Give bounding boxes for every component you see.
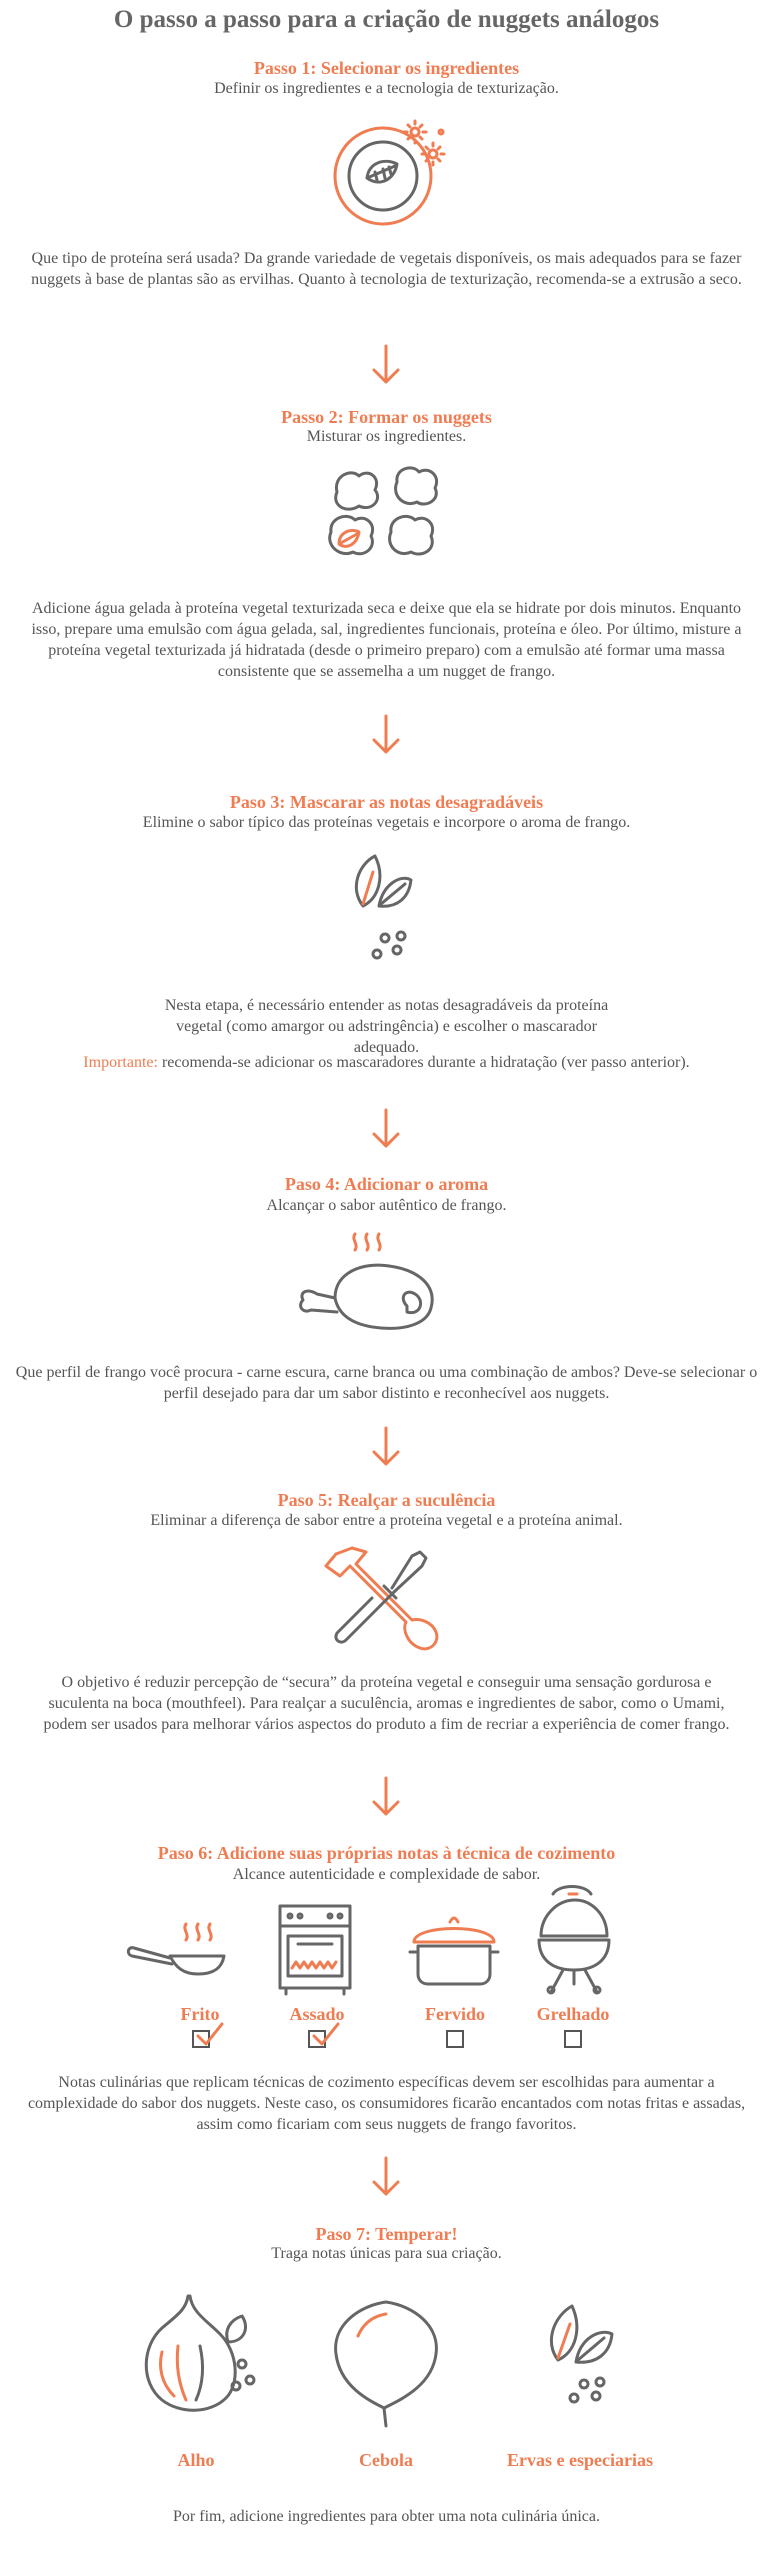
step-3-body: Nesta etapa, é necessário entender as notas desagradáveis da proteína vegetal (como amargor ou adstringência) e escolher o mascarador adequado. [164,997,609,1056]
tools-icon [322,1548,442,1658]
step-3-subtitle: Elimine o sabor típico das proteínas vegetais e incorpore o aroma de frango. [142,814,631,831]
step-5-heading: Paso 5: Realçar a suculência [277,1490,496,1510]
assado-check-icon [312,2020,342,2050]
step-7-subtitle: Traga notas únicas para sua criação. [271,2245,502,2262]
step-4-heading: Paso 4: Adicionar o aroma [284,1174,489,1194]
step-6-heading: Paso 6: Adicione suas próprias notas à técnica de cozimento [157,1843,616,1863]
roast-chicken-icon [295,1228,445,1338]
step-2-heading: Passo 2: Formar os nuggets [281,407,492,427]
step-2-subtitle: Misturar os ingredientes. [306,428,467,445]
step-7-heading: Paso 7: Temperar! [315,2224,458,2244]
frito-check-icon [196,2020,226,2050]
step-5-subtitle: Eliminar a diferença de sabor entre a proteína vegetal e a proteína animal. [150,1512,623,1529]
step-6-body: Notas culinárias que replicam técnicas de cozimento específicas devem ser escolhidas para aumentar a complexidade do sabor dos nuggets. Neste caso, os consumidores ficarão encantados com notas fritas e assadas, assim como ficariam com seus nuggets de frango favoritos. [27,2074,746,2133]
step-1-heading: Passo 1: Selecionar os ingredientes [253,58,520,78]
arrow-down-icon [370,344,402,386]
seasoning-label-alho: Alho [177,2450,215,2470]
herbs-icon [540,2300,630,2410]
step-4-body: Que perfil de frango você procura - carne escura, carne branca ou uma combinação de ambos? Deve-se selecionar o perfil desejado para dar um sabor distinto e reconhecível aos nuggets. [15,1364,758,1402]
ingredient-bowl-icon [325,118,455,228]
step-2-body: Adicione água gelada à proteína vegetal texturizada seca e deixe que ela se hidrate por dois minutos. Enquanto isso, prepare uma emulsão com água gelada, sal, ingredientes funcionais, proteína e óleo. Por último, misture a proteína vegetal texturizada já hidratada (desde o primeiro preparo) com a emulsão até formar uma massa consistente que se assemelha a um nugget de frango. [31,600,742,680]
arrow-down-icon [370,1426,402,1468]
step-1-body: Que tipo de proteína será usada? Da grande variedade de vegetais disponíveis, os mais adequados para se fazer nuggets à base de plantas são as ervilhas. Quanto à tecnologia de texturização, recomenda-se a extrusão a seco. [31,250,742,288]
seasoning-label-ervas: Ervas e especiarias [507,2450,653,2470]
step-7-body: Por fim, adicione ingredientes para obter uma nota culinária única. [173,2508,600,2525]
step-4-subtitle: Alcançar o sabor autêntico de frango. [266,1197,507,1214]
important-text: recomenda-se adicionar os mascaradores durante a hidratação (ver passo anterior). [157,1054,690,1071]
step-3-important [0,1052,773,1073]
nuggets-icon [325,462,445,572]
arrow-down-icon [370,714,402,756]
leaves-icon [345,850,425,970]
step-1-subtitle: Definir os ingredientes e a tecnologia de texturização. [214,80,559,97]
important-label: Importante: [83,1054,158,1071]
step-3-heading: Paso 3: Mascarar as notas desagradáveis [229,792,544,812]
method-label-assado: Assado [289,2004,345,2024]
step-5-body: O objetivo é reduzir percepção de “secura” da proteína vegetal e conseguir uma sensação gordurosa e suculenta na boca (mouthfeel). Para realçar a suculência, aromas e ingredientes de sabor, como o Umami, podem ser usados para melhorar vários aspectos do produto a fim de recriar a experiência de comer frango. [43,1674,730,1733]
arrow-down-icon [370,1776,402,1818]
method-label-fervido: Fervido [425,2004,485,2024]
step-6-subtitle: Alcance autenticidade e complexidade de sabor. [232,1866,541,1883]
onion-icon [328,2296,444,2430]
grill-icon [533,1886,613,1996]
garlic-icon [132,2290,262,2420]
arrow-down-icon [370,2156,402,2198]
method-label-grelhado: Grelhado [536,2004,610,2024]
frying-pan-icon [128,1922,228,1992]
boiling-pot-icon [406,1908,502,1988]
seasoning-label-cebola: Cebola [359,2450,413,2470]
method-label-frito: Frito [180,2004,220,2024]
grelhado-checkbox[interactable] [564,2030,582,2048]
fervido-checkbox[interactable] [446,2030,464,2048]
oven-icon [276,1904,356,1996]
arrow-down-icon [370,1108,402,1150]
page-title: O passo a passo para a criação de nuggets análogos [113,6,660,33]
